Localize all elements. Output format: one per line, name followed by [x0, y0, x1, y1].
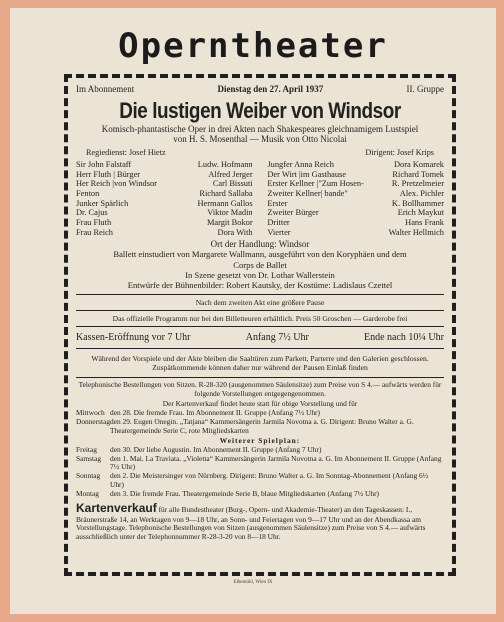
schedule-day: Freitag	[76, 444, 97, 454]
opera-title: Die lustigen Weiber von Windsor	[119, 98, 401, 123]
header-left: Im Abonnement	[76, 84, 135, 94]
role-name: Zweiter Bürger	[267, 208, 319, 218]
cast-row	[76, 208, 253, 218]
singer-name: Richard Tomek	[392, 169, 444, 179]
cast-row	[267, 218, 444, 228]
role-name: Frau Reich	[76, 227, 113, 237]
singer-name: Richard Sallaba	[199, 189, 253, 199]
singer-name: Walter Hellmich	[388, 227, 444, 237]
printer-imprint: Elbemühl, Wien IX	[233, 580, 273, 585]
cast-row	[76, 199, 253, 209]
role-name: Der Wirt |im Gasthause	[267, 169, 347, 179]
role-name: Fenton	[76, 189, 100, 199]
schedule-day: Mittwoch	[76, 408, 105, 418]
playbill-page	[10, 8, 496, 614]
singer-name: Dora Komarek	[394, 160, 444, 170]
cast-row	[76, 179, 253, 189]
role-name: Vierter	[267, 227, 291, 237]
divider	[76, 326, 444, 327]
divider	[76, 377, 444, 378]
role-name: Sir John Falstaff	[76, 160, 132, 170]
cast-row	[76, 228, 253, 238]
ballett-line-1: Ballett einstudiert von Margarete Wallmann, ausgeführt von den Koryphäen und dem	[113, 249, 407, 260]
schedule-current	[76, 409, 444, 435]
role-name: Dr. Cajus	[76, 208, 108, 218]
schedule-text: den 30. Der liebe Augustin. Im Abonnement II. Gruppe (Anfang 7 Uhr)	[110, 444, 322, 454]
credit-dirigent: Dirigent: Josef Krips	[365, 147, 434, 157]
role-name: Zweiter Kellner| bande"	[267, 189, 348, 199]
cast-row	[76, 170, 253, 180]
szene-line: In Szene gesetzt von Dr. Lothar Wallerstein	[185, 269, 335, 280]
subtitle-2: von H. S. Mosenthal — Musik von Otto Nicolai	[173, 134, 347, 145]
role-name: Erster	[267, 198, 288, 208]
role-name: Jungfer Anna Reich	[267, 160, 334, 170]
role-name: Herr Fluth | Bürger	[76, 169, 141, 179]
cast-row	[76, 189, 253, 199]
singer-name: K. Bollhammer	[391, 198, 444, 208]
credit-regie: Regiedienst: Josef Hietz	[86, 147, 166, 157]
cast-row	[267, 189, 444, 199]
cast-row	[267, 160, 444, 170]
singer-name: Carl Bissuti	[212, 179, 253, 189]
singer-name: Hermann Gallos	[197, 198, 253, 208]
cast-row	[267, 199, 444, 209]
ende: Ende nach 10¼ Uhr	[364, 331, 444, 343]
role-name: Erster Kellner |"Zum Hosen-	[267, 179, 364, 189]
cast-right	[267, 160, 444, 237]
schedule-text: den 3. Die fremde Frau. Theatergemeinde Serie B, blaue Mitgliedskarten (Anfang 7½ Uhr)	[110, 488, 379, 498]
singer-name: Ludw. Hofmann	[197, 160, 253, 170]
spielplan-heading: Weiterer Spielplan:	[219, 436, 301, 446]
singer-name: Viktor Madin	[207, 208, 253, 218]
schedule-day: Sonntag	[76, 471, 101, 481]
singer-name: Alfred Jerger	[208, 169, 253, 179]
schedule-entry	[76, 472, 444, 489]
schedule-text: den 2. Die Meistersinger von Nürnberg. Dirigent: Bruno Walter a. G. Im Sonntag-Abonnement (Anfang 6½ Uhr)	[110, 471, 429, 489]
singer-name: Erich Maykut	[397, 208, 444, 218]
divider	[76, 348, 444, 349]
kartenverkauf-title: Kartenverkauf	[76, 501, 157, 516]
playbill-frame	[64, 74, 456, 576]
ort-line: Ort der Handlung: Windsor	[210, 239, 310, 250]
cast-row	[267, 228, 444, 238]
singer-name: Dora With	[217, 227, 253, 237]
role-name: Junker Spärlich	[76, 198, 129, 208]
singer-name: Alex. Pichler	[399, 189, 444, 199]
credits-row	[76, 148, 444, 157]
cast-list	[76, 160, 444, 237]
subtitle-1: Komisch-phantastische Oper in drei Akten nach Shakespeares gleichnamigem Lustspiel	[101, 124, 419, 134]
masthead-title: Operntheater	[118, 26, 388, 66]
singer-name: Hans Frank	[405, 218, 444, 228]
kartenverkauf-heading: Der Kartenverkauf findet heute statt für obige Vorstellung und für	[162, 399, 358, 409]
kartenverkauf-text: für alle Bundestheater (Burg-, Opern- und Akademie-Theater) an den Tageskassen: I., Bräunerstraße 14, an Werktagen von 9—18 Uhr, an Sonn- und Feiertagen von 9—17 Uhr und an der Abendkassa am Vorstellungstage. Telephonische Bestellungen von Sitzen (ausgenommen Säulensitze) zum Preise von S 4.— aufwärts ausschließlich unter der Telephonnummer R-28-3-20 von 8—18 Uhr.	[76, 505, 426, 541]
cast-row	[267, 208, 444, 218]
schedule-entry	[76, 455, 444, 472]
schedule-text: den 28. Die fremde Frau. Im Abonnement II. Gruppe (Anfang 7½ Uhr)	[110, 408, 320, 418]
cast-row	[267, 170, 444, 180]
schedule-day: Samstag	[76, 453, 102, 463]
times-row	[76, 330, 444, 345]
schedule-further	[76, 446, 444, 498]
header-date: Dienstag den 27. April 1937	[217, 84, 324, 94]
kassen-eroeffnung: Kassen-Eröffnung vor 7 Uhr	[76, 331, 191, 343]
cast-row	[76, 218, 253, 228]
telefon-notice: Telephonische Bestellungen von Sitzen. R-28-320 (ausgenommen Säulensitze) zum Preise von S 4.— aufwärts werden für folgende Vorstellungen entgegengenommen.	[78, 379, 442, 398]
singer-name: Margit Bokor	[206, 218, 253, 228]
ballett-line-2: Corps de Ballet	[233, 259, 287, 270]
entwuerfe-line: Entwürfe der Bühnenbilder: Robert Kautsky, der Kostüme: Ladislaus Czettel	[127, 280, 393, 291]
header-right: II. Gruppe	[406, 84, 444, 94]
divider	[76, 310, 444, 311]
schedule-text: den 1. Mai. La Traviata. „Violetta“ Kammersängerin Jarmila Novotna a. G. Im Abonnement II. Gruppe (Anfang 7½ Uhr)	[110, 453, 442, 472]
singer-name: R. Pretzelmeier	[391, 179, 444, 189]
header-row	[76, 84, 444, 94]
divider	[76, 294, 444, 295]
schedule-entry	[76, 490, 444, 499]
role-name: Frau Fluth	[76, 218, 112, 228]
cast-row	[267, 179, 444, 189]
anfang: Anfang 7½ Uhr	[245, 331, 309, 343]
schedule-day: Montag	[76, 488, 99, 498]
schedule-day: Donnerstag	[76, 416, 111, 426]
programm-line: Das offizielle Programm nur bei den Billetteuren erhältlich. Preis 50 Groschen — Garderobe frei	[112, 313, 408, 323]
role-name: Her Reich |von Windsor	[76, 179, 157, 189]
schedule-entry	[76, 418, 444, 435]
notice: Während der Vorspiele und der Akte bleiben die Saaltüren zum Parkett, Parterre und den Galerien geschlossen. Zuspätkommende können daher nur während der Pausen Einlaß finden	[91, 353, 429, 372]
schedule-text: den 29. Eugen Onegin. „Tatjana“ Kammersängerin Jarmila Novotna a. G. Dirigent: Bruno Walter a. G. Theatergemeinde Serie C, rote Mitgliedskarten	[110, 416, 414, 435]
pause-line: Nach dem zweiten Akt eine größere Pause	[195, 297, 325, 307]
cast-row	[76, 160, 253, 170]
cast-left	[76, 160, 253, 237]
role-name: Dritter	[267, 218, 290, 228]
kartenverkauf-block	[76, 501, 444, 541]
